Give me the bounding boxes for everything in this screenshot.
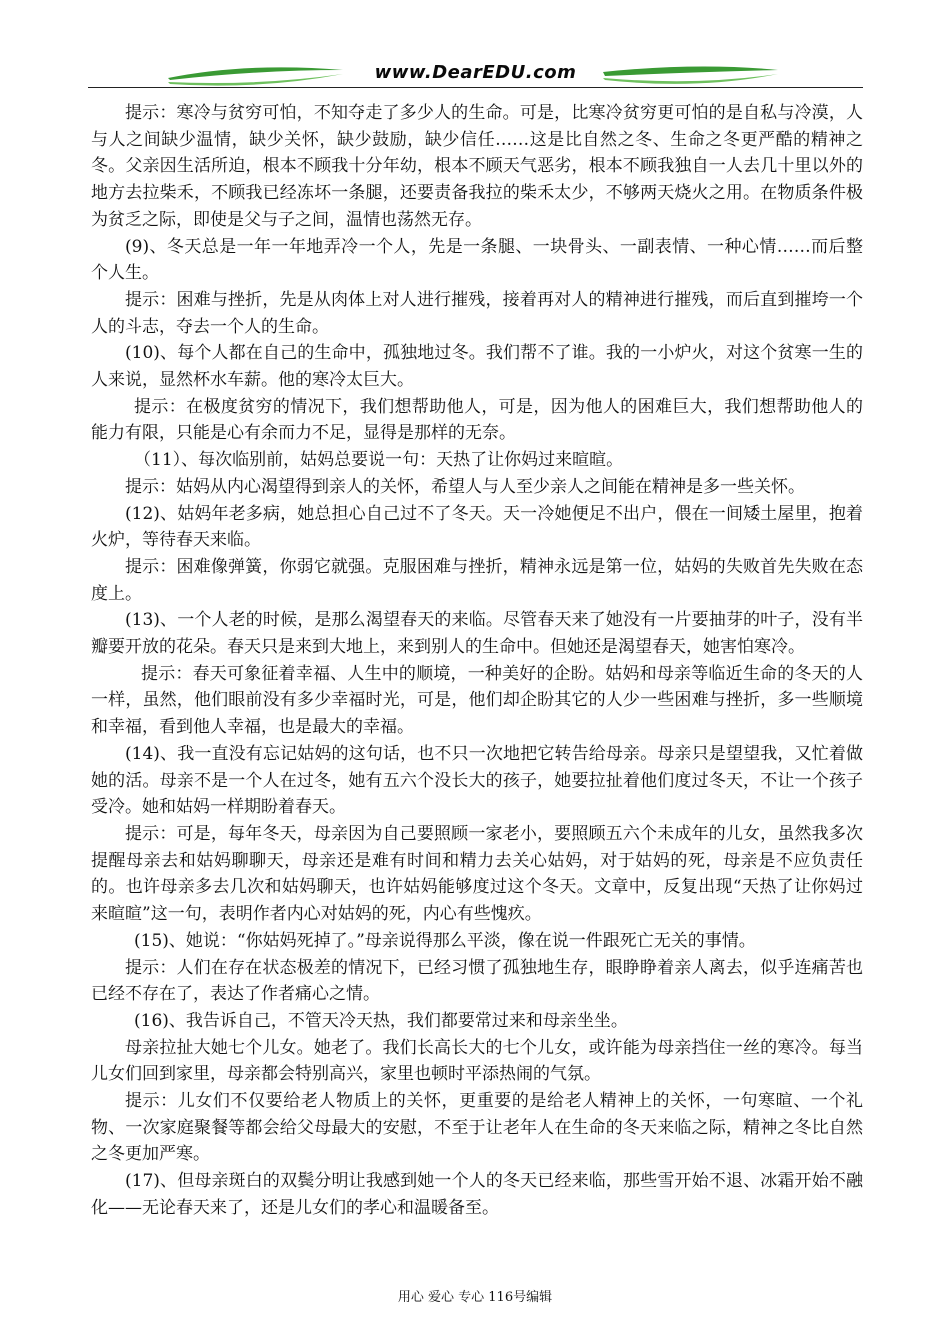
paragraph: (13)、一个人老的时候，是那么渴望春天的来临。尽管春天来了她没有一片要抽芽的叶子，没有半瓣要开放的花朵。春天只是来到大地上，来到别人的生命中。但她还是渴望春天，她害怕寒冷。 — [91, 610, 863, 658]
paragraph: （11）、每次临别前，姑妈总要说一句：天热了让你妈过来暄暄。 — [134, 450, 624, 471]
document-body — [91, 100, 863, 1222]
paragraph: 提示：春天可象征着幸福、人生中的顺境，一种美好的企盼。姑妈和母亲等临近生命的冬天的人一样，虽然，他们眼前没有多少幸福时光，可是，他们却企盼其它的人少一些困难与挫折，多一些顺境和幸福，看到他人幸福，也是最大的幸福。 — [91, 663, 863, 738]
paragraph: (16)、我告诉自己，不管天冷天热，我们都要常过来和母亲坐坐。 — [134, 1010, 628, 1031]
paragraph: 提示：可是，每年冬天，母亲因为自己要照顾一家老小，要照顾五六个未成年的儿女，虽然我多次提醒母亲去和姑妈聊聊天，母亲还是难有时间和精力去关心姑妈，对于姑妈的死，母亲是不应负责任的。也许母亲多去几次和姑妈聊天，也许姑妈能够度过这个冬天。文章中，反复出现“天热了让你妈过来暄暄”这一句，表明作者内心对姑妈的死，内心有些愧疚。 — [91, 823, 863, 925]
paragraph: 提示：在极度贫穷的情况下，我们想帮助他人，可是，因为他人的困难巨大，我们想帮助他人的能力有限，只能是心有余而力不足，显得是那样的无奈。 — [91, 396, 863, 444]
header-rule — [88, 87, 863, 88]
site-logo: www.DearEDU.com — [374, 62, 577, 83]
page-header — [88, 60, 863, 90]
paragraph: 提示：寒冷与贫穷可怕，不知夺走了多少人的生命。可是，比寒冷贫穷更可怕的是自私与冷漠，人与人之间缺少温情，缺少关怀，缺少鼓励，缺少信任……这是比自然之冬、生命之冬更严酷的精神之冬。父亲因生活所迫，根本不顾我十分年幼，根本不顾天气恶劣，根本不顾我独自一人去几十里以外的地方去拉柴禾，不顾我已经冻坏一条腿，还要责备我拉的柴禾太少，不够两天烧火之用。在物质条件极为贫乏之际，即使是父与子之间，温情也荡然无存。 — [91, 103, 863, 230]
paragraph: (15)、她说：“你姑妈死掉了。”母亲说得那么平淡，像在说一件跟死亡无关的事情。 — [134, 930, 756, 951]
paragraph: (14)、我一直没有忘记姑妈的这句话，也不只一次地把它转告给母亲。母亲只是望望我，又忙着做她的活。母亲不是一个人在过冬，她有五六个没长大的孩子，她要拉扯着他们度过冬天，不让一个孩子受冷。她和姑妈一样期盼着春天。 — [91, 743, 863, 818]
paragraph: 提示：姑妈从内心渴望得到亲人的关怀，希望人与人至少亲人之间能在精神是多一些关怀。 — [125, 476, 805, 497]
paragraph: 提示：儿女们不仅要给老人物质上的关怀，更重要的是给老人精神上的关怀，一句寒暄、一个礼物、一次家庭聚餐等都会给父母最大的安慰，不至于让老年人在生命的冬天来临之际，精神之冬比自然之冬更加严寒。 — [91, 1091, 863, 1165]
paragraph: 提示：人们在存在状态极差的情况下，已经习惯了孤独地生存，眼睁睁着亲人离去，似乎连痛苦也已经不存在了，表达了作者痛心之情。 — [91, 957, 863, 1005]
page-footer: 用心 爱心 专心 116号编辑 — [397, 1290, 553, 1305]
paragraph: 提示：困难与挫折，先是从肉体上对人进行摧残，接着再对人的精神进行摧残，而后直到摧垮一个人的斗志，夺去一个人的生命。 — [91, 289, 863, 337]
paragraph: (12)、姑妈年老多病，她总担心自己过不了冬天。天一冷她便足不出户，偎在一间矮土屋里，抱着火炉，等待春天来临。 — [91, 503, 863, 551]
paragraph: (9)、冬天总是一年一年地弄冷一个人，先是一条腿、一块骨头、一副表情、一种心情……而后整个人生。 — [91, 236, 863, 284]
paragraph: (17)、但母亲斑白的双鬓分明让我感到她一个人的冬天已经来临，那些雪开始不退、冰霜开始不融化——无论春天来了，还是儿女们的孝心和温暖备至。 — [91, 1171, 863, 1218]
paragraph: (10)、每个人都在自己的生命中，孤独地过冬。我们帮不了谁。我的一小炉火，对这个贫寒一生的人来说，显然杯水车薪。他的寒冷太巨大。 — [91, 343, 863, 391]
paragraph: 提示：困难像弹簧，你弱它就强。克服困难与挫折，精神永远是第一位，姑妈的失败首先失败在态度上。 — [91, 556, 863, 604]
paragraph: 母亲拉扯大她七个儿女。她老了。我们长高长大的七个儿女，或许能为母亲挡住一丝的寒冷。每当儿女们回到家里，母亲都会特别高兴，家里也顿时平添热闹的气氛。 — [91, 1037, 863, 1085]
